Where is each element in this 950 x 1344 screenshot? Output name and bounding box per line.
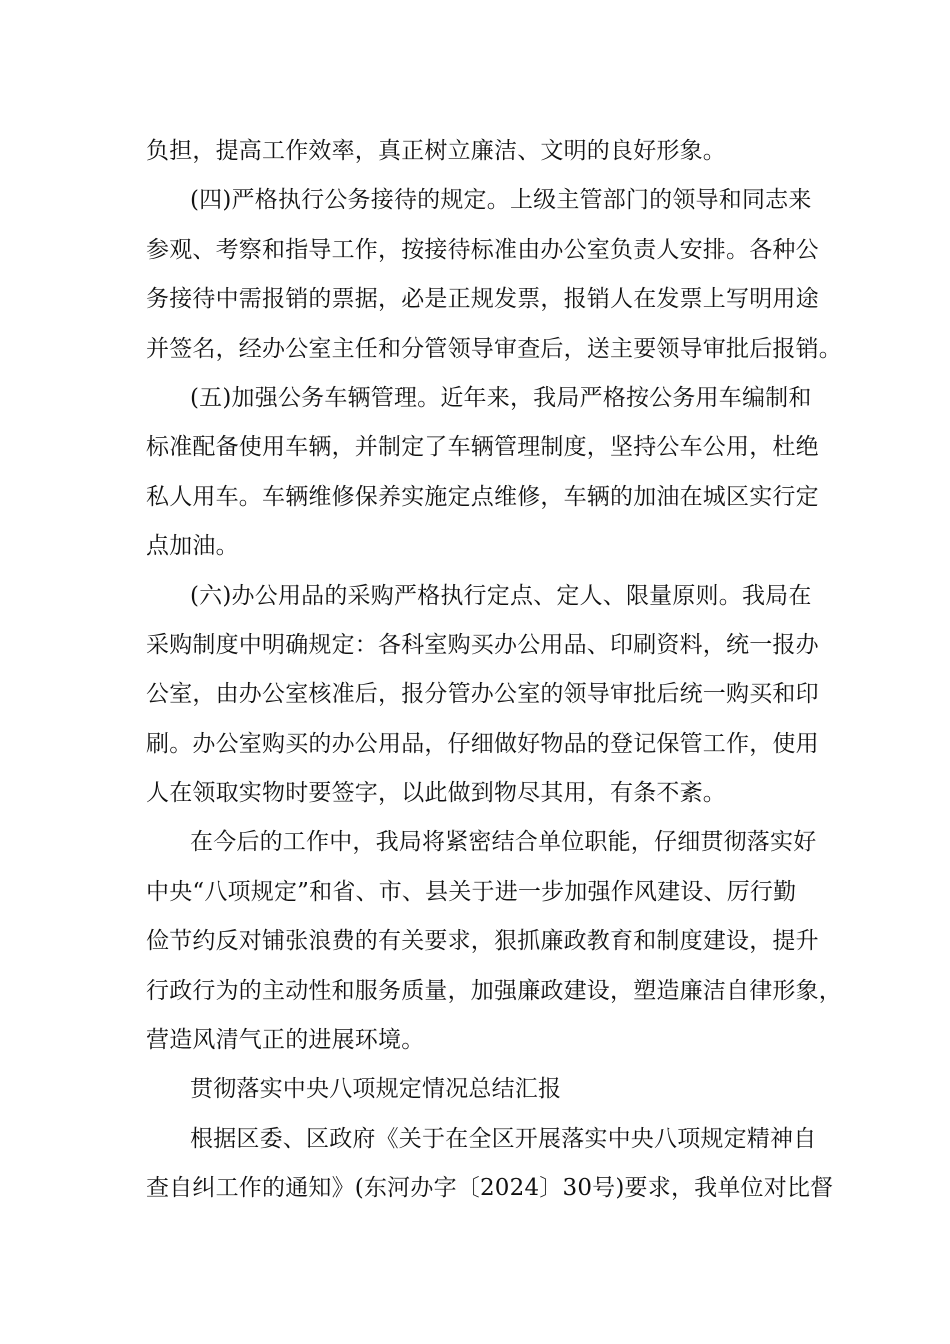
text-line: 行政行为的主动性和服务质量，加强廉政建设，塑造廉洁自律形象， bbox=[146, 977, 842, 1004]
text-line: (五)加强公务车辆管理。近年来，我局严格按公务用车编制和 bbox=[190, 384, 812, 411]
text-line: 人在领取实物时要签字，以此做到物尽其用，有条不紊。 bbox=[146, 780, 726, 807]
text-line: (四)严格执行公务接待的规定。上级主管部门的领导和同志来 bbox=[190, 187, 812, 214]
document-body bbox=[146, 127, 842, 1214]
text-line: 参观、考察和指导工作，按接待标准由办公室负责人安排。各种公 bbox=[146, 236, 819, 263]
section-title: 贯彻落实中央八项规定情况总结汇报 bbox=[190, 1076, 562, 1103]
text-line: 查自纠工作的通知》(东河办字〔2024〕30号)要求，我单位对比督 bbox=[146, 1175, 834, 1202]
text-line: 根据区委、区政府《关于在全区开展落实中央八项规定精神自 bbox=[190, 1125, 817, 1152]
text-line: 刷。办公室购买的办公用品，仔细做好物品的登记保管工作，使用 bbox=[146, 730, 819, 757]
text-line: 点加油。 bbox=[146, 533, 239, 560]
text-line: 务接待中需报销的票据，必是正规发票，报销人在发票上写明用途 bbox=[146, 286, 819, 313]
text-line: 营造风清气正的进展环境。 bbox=[146, 1027, 425, 1054]
text-line: 俭节约反对铺张浪费的有关要求，狠抓廉政教育和制度建设，提升 bbox=[146, 928, 819, 955]
text-line: 并签名，经办公室主任和分管领导审查后，送主要领导审批后报销。 bbox=[146, 335, 842, 362]
text-line: 公室，由办公室核准后，报分管办公室的领导审批后统一购买和印 bbox=[146, 681, 819, 708]
text-line: 采购制度中明确规定：各科室购买办公用品、印刷资料，统一报办 bbox=[146, 631, 819, 658]
text-line: 中央“八项规定”和省、市、县关于进一步加强作风建设、厉行勤 bbox=[146, 878, 797, 905]
text-line: (六)办公用品的采购严格执行定点、定人、限量原则。我局在 bbox=[190, 582, 812, 609]
text-line: 标准配备使用车辆，并制定了车辆管理制度，坚持公车公用，杜绝 bbox=[146, 434, 819, 461]
text-line: 私人用车。车辆维修保养实施定点维修，车辆的加油在城区实行定 bbox=[146, 483, 819, 510]
text-line: 在今后的工作中，我局将紧密结合单位职能，仔细贯彻落实好 bbox=[190, 829, 817, 856]
text-line: 负担，提高工作效率，真正树立廉洁、文明的良好形象。 bbox=[146, 138, 726, 164]
